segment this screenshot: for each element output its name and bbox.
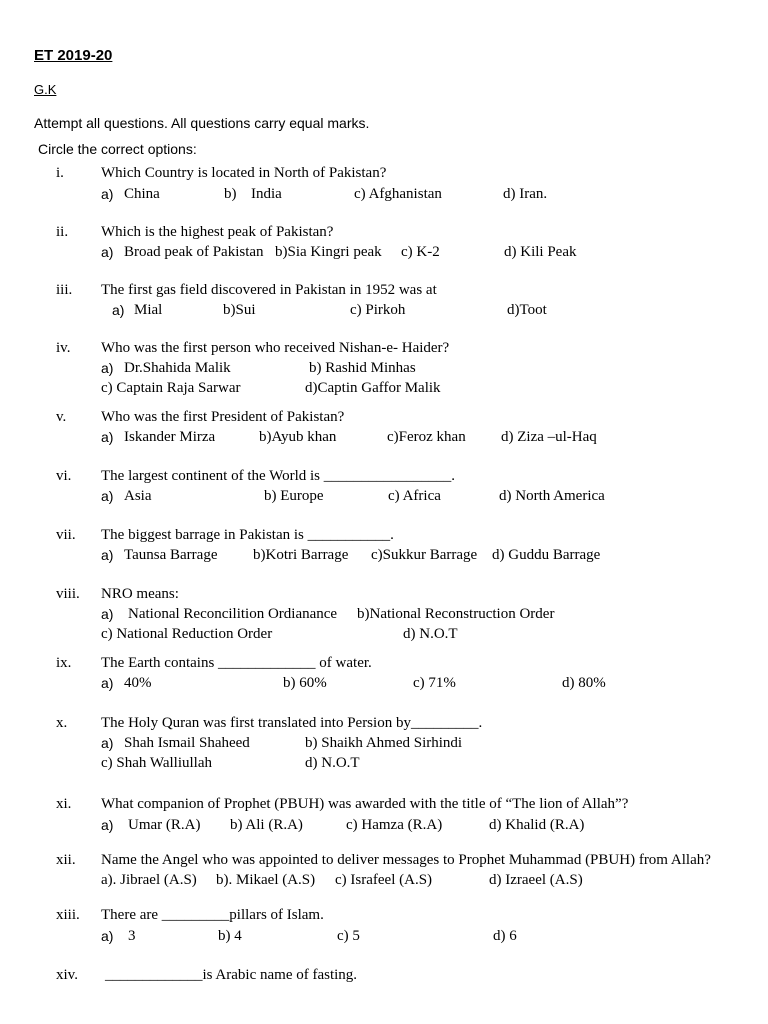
option-text: d) Izraeel (A.S): [489, 872, 583, 888]
option-text: c) Afghanistan: [354, 186, 442, 202]
option-letter: a): [101, 429, 114, 445]
question-text: The largest continent of the World is _________________.: [101, 468, 456, 484]
question-number: ix.: [56, 655, 72, 671]
question-number: viii.: [56, 586, 80, 602]
option-text: Shah Ismail Shaheed: [124, 735, 250, 751]
question-number: vii.: [56, 527, 76, 543]
option-text: d) N.O.T: [403, 626, 458, 642]
option-text: Asia: [124, 488, 152, 504]
option-text: a). Jibrael (A.S): [101, 872, 197, 888]
option-letter: a): [101, 928, 114, 944]
option-text: c) K-2: [401, 244, 440, 260]
option-text: Broad peak of Pakistan: [124, 244, 264, 260]
option-text: c) Captain Raja Sarwar: [101, 380, 241, 396]
question-text: Name the Angel who was appointed to deliver messages to Prophet Muhammad (PBUH) from Allah?: [101, 852, 711, 868]
question-text: The biggest barrage in Pakistan is ___________.: [101, 527, 394, 543]
option-text: b) 4: [218, 928, 242, 944]
option-text: c) 5: [337, 928, 360, 944]
question-number: ii.: [56, 224, 69, 240]
question-number: v.: [56, 409, 67, 425]
option-letter: a): [101, 547, 114, 563]
option-text: c) Israfeel (A.S): [335, 872, 433, 888]
option-text: Mial: [134, 302, 163, 318]
option-letter: b): [224, 186, 237, 202]
option-text: d) North America: [499, 488, 605, 504]
option-text: Dr.Shahida Malik: [124, 360, 231, 376]
option-text: Iskander Mirza: [124, 429, 216, 445]
question-text: The Earth contains _____________ of water.: [101, 655, 372, 671]
question-text: NRO means:: [101, 586, 179, 602]
option-text: b)National Reconstruction Order: [357, 606, 555, 622]
option-text: d) 80%: [562, 675, 606, 691]
option-text: India: [251, 186, 282, 202]
option-letter: a): [101, 606, 114, 622]
option-text: c)Feroz khan: [387, 429, 466, 445]
question-text: The first gas field discovered in Pakistan in 1952 was at: [101, 282, 437, 298]
option-text: d) Guddu Barrage: [492, 547, 601, 563]
option-text: d)Captin Gaffor Malik: [305, 380, 441, 396]
question-number: xii.: [56, 852, 76, 868]
option-text: c) Pirkoh: [350, 302, 406, 318]
subject-label: G.K: [34, 82, 57, 97]
option-text: c) Africa: [388, 488, 441, 504]
question-text: Who was the first President of Pakistan?: [101, 409, 345, 425]
question-number: xiv.: [56, 967, 78, 983]
question-text: There are _________pillars of Islam.: [101, 907, 324, 923]
question-text: Which Country is located in North of Pakistan?: [101, 165, 387, 181]
question-text: Which is the highest peak of Pakistan?: [101, 224, 334, 240]
option-letter: a): [101, 186, 114, 202]
option-text: b)Sui: [223, 302, 256, 318]
option-text: Taunsa Barrage: [124, 547, 218, 563]
option-letter: a): [101, 675, 114, 691]
question-text: Who was the first person who received Nishan-e- Haider?: [101, 340, 450, 356]
option-text: c) National Reduction Order: [101, 626, 273, 642]
question-number: iii.: [56, 282, 73, 298]
option-text: b) Europe: [264, 488, 324, 504]
option-text: China: [124, 186, 160, 202]
option-letter: a): [101, 244, 114, 260]
option-text: d) Khalid (R.A): [489, 817, 585, 833]
option-text: c) Hamza (R.A): [346, 817, 443, 833]
question-number: i.: [56, 165, 64, 181]
option-text: b)Ayub khan: [259, 429, 337, 445]
option-text: b) Shaikh Ahmed Sirhindi: [305, 735, 463, 751]
question-text: _____________is Arabic name of fasting.: [105, 967, 358, 983]
option-text: d) N.O.T: [305, 755, 360, 771]
option-letter: a): [101, 488, 114, 504]
option-text: National Reconcilition Ordianance: [128, 606, 338, 622]
option-text: d)Toot: [507, 302, 547, 318]
question-text: What companion of Prophet (PBUH) was awarded with the title of “The lion of Allah”?: [101, 796, 629, 812]
option-text: b) 60%: [283, 675, 327, 691]
option-text: d) 6: [493, 928, 517, 944]
instruction-text: Attempt all questions. All questions carry equal marks.: [34, 115, 370, 131]
option-text: c)Sukkur Barrage: [371, 547, 478, 563]
option-text: d) Ziza –ul-Haq: [501, 429, 597, 445]
question-number: xiii.: [56, 907, 80, 923]
option-letter: a): [112, 302, 125, 318]
question-number: iv.: [56, 340, 71, 356]
option-text: b)Sia Kingri peak: [275, 244, 382, 260]
option-letter: a): [101, 360, 114, 376]
option-text: c) 71%: [413, 675, 456, 691]
question-number: x.: [56, 715, 68, 731]
option-text: b) Ali (R.A): [230, 817, 303, 833]
option-text: b)Kotri Barrage: [253, 547, 349, 563]
option-text: 3: [128, 928, 136, 944]
option-text: 40%: [124, 675, 152, 691]
option-text: d) Iran.: [503, 186, 548, 202]
option-letter: a): [101, 735, 114, 751]
option-text: c) Shah Walliullah: [101, 755, 212, 771]
option-text: b) Rashid Minhas: [309, 360, 416, 376]
question-text: The Holy Quran was first translated into Persion by_________.: [101, 715, 483, 731]
document-title: ET 2019-20: [34, 47, 113, 64]
option-letter: a): [101, 817, 114, 833]
option-text: d) Kili Peak: [504, 244, 577, 260]
question-number: vi.: [56, 468, 72, 484]
circle-instruction: Circle the correct options:: [38, 141, 197, 157]
option-text: Umar (R.A): [128, 817, 201, 833]
question-number: xi.: [56, 796, 72, 812]
option-text: b). Mikael (A.S): [216, 872, 316, 888]
